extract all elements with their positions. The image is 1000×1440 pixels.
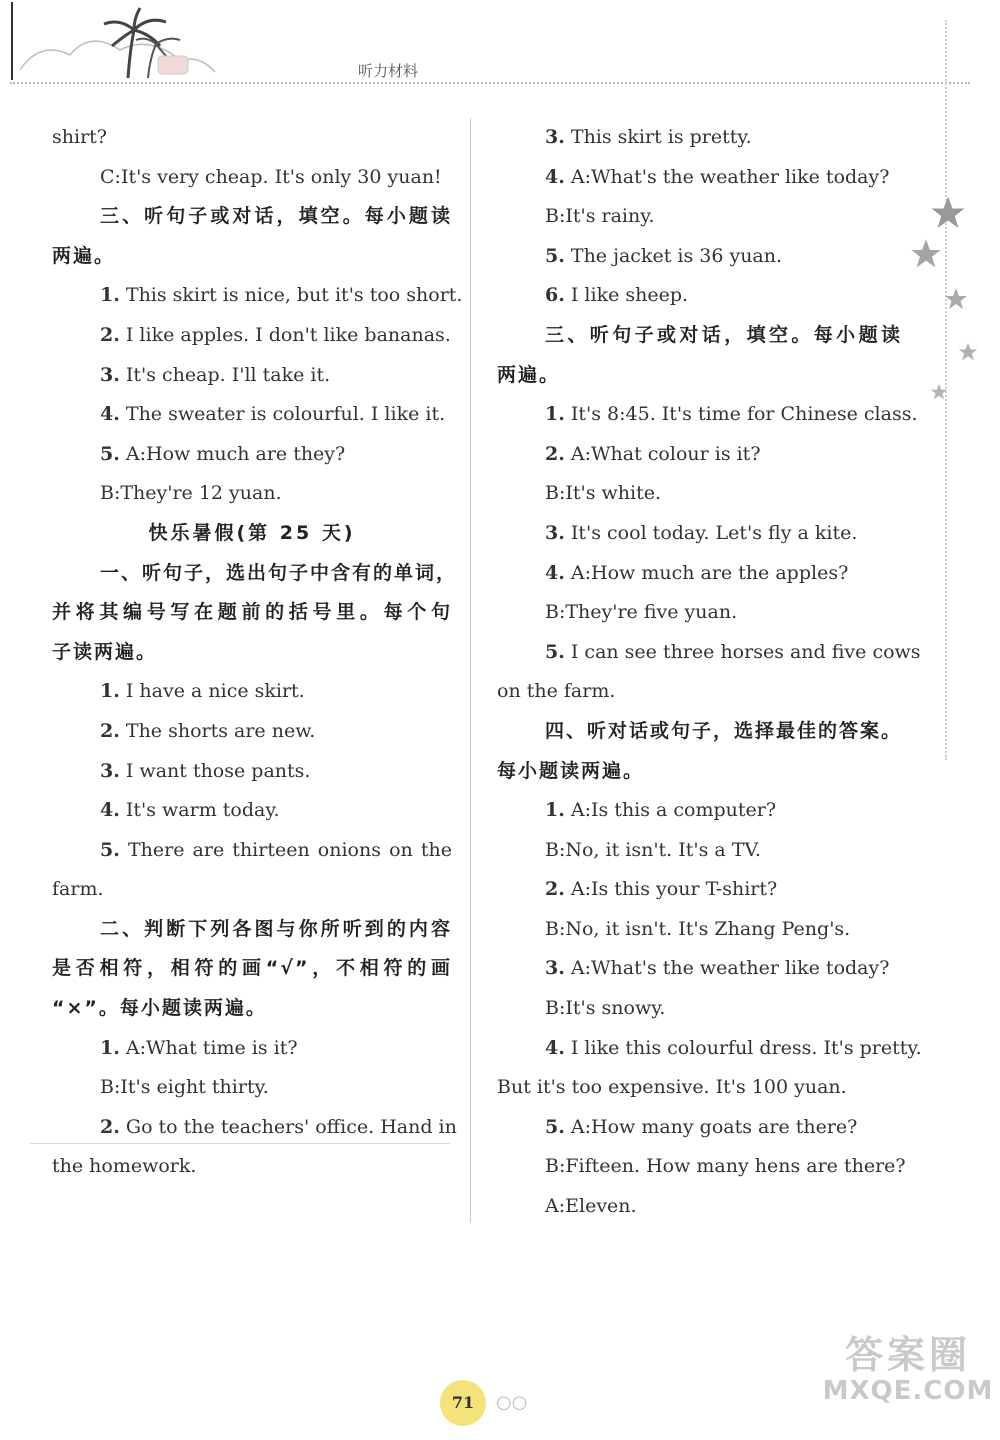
- text-line: [497, 1147, 906, 1187]
- text-line: [497, 791, 902, 831]
- line-text: 两遍。: [52, 244, 116, 267]
- text-line: [52, 752, 452, 792]
- text-line: [497, 237, 902, 277]
- line-text: B:They're five yuan.: [545, 601, 738, 624]
- text-line: [52, 158, 452, 198]
- section-heading-line: [52, 910, 452, 950]
- text-line: [497, 910, 902, 950]
- line-text: on the farm.: [497, 680, 616, 703]
- text-line: [52, 1108, 457, 1148]
- text-line: [497, 276, 902, 316]
- text-line: [497, 1187, 902, 1227]
- line-text: But it's too expensive. It's 100 yuan.: [497, 1076, 847, 1099]
- line-text: B:No, it isn't. It's a TV.: [545, 838, 761, 861]
- item-number: 3.: [545, 957, 565, 980]
- line-text: C:It's very cheap. It's only 30 yuan!: [100, 165, 442, 188]
- line-text: 每小题读两遍。: [497, 759, 645, 782]
- text-line: [52, 118, 452, 158]
- section-heading-line: [497, 752, 902, 792]
- line-text: I like apples. I don't like bananas.: [125, 323, 451, 346]
- text-line: [497, 197, 902, 237]
- line-text: shirt?: [52, 126, 107, 148]
- line-text: 快乐暑假(第 25 天): [148, 521, 356, 544]
- text-line: [497, 1068, 902, 1108]
- line-text: A:How much are they?: [125, 442, 346, 465]
- line-text: I like this colourful dress. It's pretty.: [570, 1036, 922, 1059]
- line-text: 两遍。: [497, 363, 561, 386]
- item-number: 4.: [100, 403, 120, 426]
- right-column: [497, 118, 922, 1227]
- line-text: A:Is this a computer?: [570, 799, 777, 822]
- item-number: 2.: [100, 719, 120, 742]
- star-icon: [930, 383, 948, 401]
- item-number: 1.: [545, 799, 565, 822]
- text-line: [497, 831, 902, 871]
- section-heading-line: [52, 633, 452, 673]
- text-line: [497, 1108, 902, 1148]
- item-number: 4.: [100, 799, 120, 822]
- page-header: [0, 0, 1000, 95]
- item-number: 5.: [545, 244, 565, 267]
- text-line: [497, 474, 902, 514]
- text-line: [497, 870, 902, 910]
- line-text: It's 8:45. It's time for Chinese class.: [570, 403, 918, 426]
- line-text: Go to the teachers' office. Hand in: [125, 1115, 457, 1138]
- watermark: [818, 1335, 998, 1405]
- line-text: A:How many goats are there?: [570, 1115, 858, 1138]
- section-heading-line: [497, 356, 902, 396]
- line-text: There are thirteen onions on the: [127, 838, 452, 861]
- line-text: A:Is this your T-shirt?: [570, 878, 778, 901]
- line-text: I can see three horses and five cows: [570, 640, 921, 663]
- watermark-title: 答案圈: [844, 1333, 971, 1377]
- text-line: [497, 1029, 922, 1069]
- palm-tree-logo-icon: [0, 0, 260, 90]
- text-line: [52, 870, 452, 910]
- star-icon: [910, 238, 942, 270]
- text-line: [52, 1147, 452, 1187]
- star-icon: [930, 195, 966, 231]
- item-number: 4.: [545, 165, 565, 188]
- item-number: 2.: [545, 442, 565, 465]
- line-text: A:Eleven.: [545, 1195, 637, 1218]
- text-line: [52, 712, 452, 752]
- page-number: 71: [440, 1380, 486, 1426]
- section-heading-line: [52, 593, 452, 633]
- line-text: I like sheep.: [570, 284, 689, 307]
- item-number: 2.: [100, 323, 120, 346]
- text-line: [497, 435, 902, 475]
- line-text: 二、判断下列各图与你所听到的内容: [100, 917, 452, 940]
- line-text: A:What colour is it?: [570, 442, 761, 465]
- text-line: [497, 633, 921, 673]
- star-icon: [958, 342, 978, 362]
- text-line: [52, 831, 452, 871]
- line-text: B:Fifteen. How many hens are there?: [545, 1155, 906, 1178]
- line-text: 三、听句子或对话，填空。每小题读: [545, 323, 902, 346]
- line-text: B:It's snowy.: [545, 997, 666, 1020]
- line-text: A:What's the weather like today?: [570, 957, 890, 980]
- line-text: B:They're 12 yuan.: [100, 482, 282, 505]
- line-text: “×”。每小题读两遍。: [52, 997, 267, 1020]
- line-text: This skirt is nice, but it's too short.: [125, 284, 463, 307]
- item-number: 4.: [545, 561, 565, 584]
- item-number: 3.: [545, 521, 565, 544]
- column-divider: [470, 118, 471, 1223]
- item-number: 2.: [100, 1115, 120, 1138]
- line-text: B:It's eight thirty.: [100, 1076, 269, 1099]
- item-number: 1.: [100, 1036, 120, 1059]
- section-heading-line: [52, 197, 452, 237]
- line-text: It's warm today.: [125, 799, 280, 822]
- line-text: 是否相符，相符的画“√”，不相符的画: [52, 957, 452, 980]
- line-text: The shorts are new.: [125, 719, 316, 742]
- line-text: B:No, it isn't. It's Zhang Peng's.: [545, 917, 851, 940]
- line-text: B:It's white.: [545, 482, 662, 505]
- item-number: 2.: [545, 878, 565, 901]
- left-column: [52, 118, 463, 1187]
- star-icon: [944, 287, 968, 311]
- text-line: [52, 1029, 452, 1069]
- line-text: 并将其编号写在题前的括号里。每个句: [52, 601, 452, 624]
- line-text: A:How much are the apples?: [570, 561, 849, 584]
- item-number: 5.: [545, 640, 565, 663]
- line-text: The jacket is 36 yuan.: [570, 244, 783, 267]
- text-line: [497, 949, 902, 989]
- line-text: 四、听对话或句子，选择最佳的答案。: [545, 719, 903, 742]
- text-line: [52, 672, 452, 712]
- line-text: I have a nice skirt.: [125, 680, 305, 703]
- text-line: [52, 435, 452, 475]
- section-heading-line: [52, 514, 452, 554]
- section-heading-line: [52, 989, 452, 1029]
- header-title: 听力材料: [358, 62, 419, 80]
- section-heading-line: [52, 237, 452, 277]
- line-text: B:It's rainy.: [545, 205, 655, 228]
- section-heading-line: [497, 712, 902, 752]
- header-divider: [10, 82, 970, 84]
- line-text: The sweater is colourful. I like it.: [125, 403, 446, 426]
- line-text: It's cheap. I'll take it.: [125, 363, 331, 386]
- item-number: 6.: [545, 284, 565, 307]
- line-text: 三、听句子或对话，填空。每小题读: [100, 205, 452, 228]
- text-line: [52, 316, 452, 356]
- section-heading-line: [497, 316, 902, 356]
- item-number: 1.: [100, 680, 120, 703]
- text-line: [52, 395, 452, 435]
- text-line: [497, 989, 902, 1029]
- item-number: 1.: [545, 403, 565, 426]
- line-text: 一、听句子，选出句子中含有的单词，: [100, 561, 458, 584]
- text-line: [52, 791, 452, 831]
- line-text: It's cool today. Let's fly a kite.: [570, 521, 858, 544]
- text-line: [52, 276, 463, 316]
- line-text: the homework.: [52, 1155, 197, 1178]
- text-line: [497, 395, 918, 435]
- item-number: 3.: [100, 759, 120, 782]
- item-number: 5.: [100, 838, 120, 861]
- text-line: [497, 554, 902, 594]
- item-number: 4.: [545, 1036, 565, 1059]
- line-text: farm.: [52, 878, 104, 901]
- text-line: [52, 1068, 452, 1108]
- text-line: [52, 474, 452, 514]
- line-text: This skirt is pretty.: [570, 126, 752, 148]
- text-line: [497, 593, 902, 633]
- watermark-url: MXQE.COM: [822, 1375, 994, 1406]
- text-line: [497, 118, 902, 158]
- section-heading-line: [52, 949, 452, 989]
- section-heading-line: [52, 554, 458, 594]
- line-text: A:What time is it?: [125, 1036, 298, 1059]
- text-line: [52, 356, 452, 396]
- item-number: 3.: [545, 126, 565, 148]
- line-text: A:What's the weather like today?: [570, 165, 890, 188]
- line-text: 子读两遍。: [52, 640, 158, 663]
- text-line: [497, 672, 902, 712]
- line-text: I want those pants.: [125, 759, 311, 782]
- text-line: [497, 514, 902, 554]
- item-number: 1.: [100, 284, 120, 307]
- page-number-dots: ○○: [496, 1392, 528, 1413]
- item-number: 5.: [100, 442, 120, 465]
- text-line: [497, 158, 902, 198]
- item-number: 3.: [100, 363, 120, 386]
- item-number: 5.: [545, 1115, 565, 1138]
